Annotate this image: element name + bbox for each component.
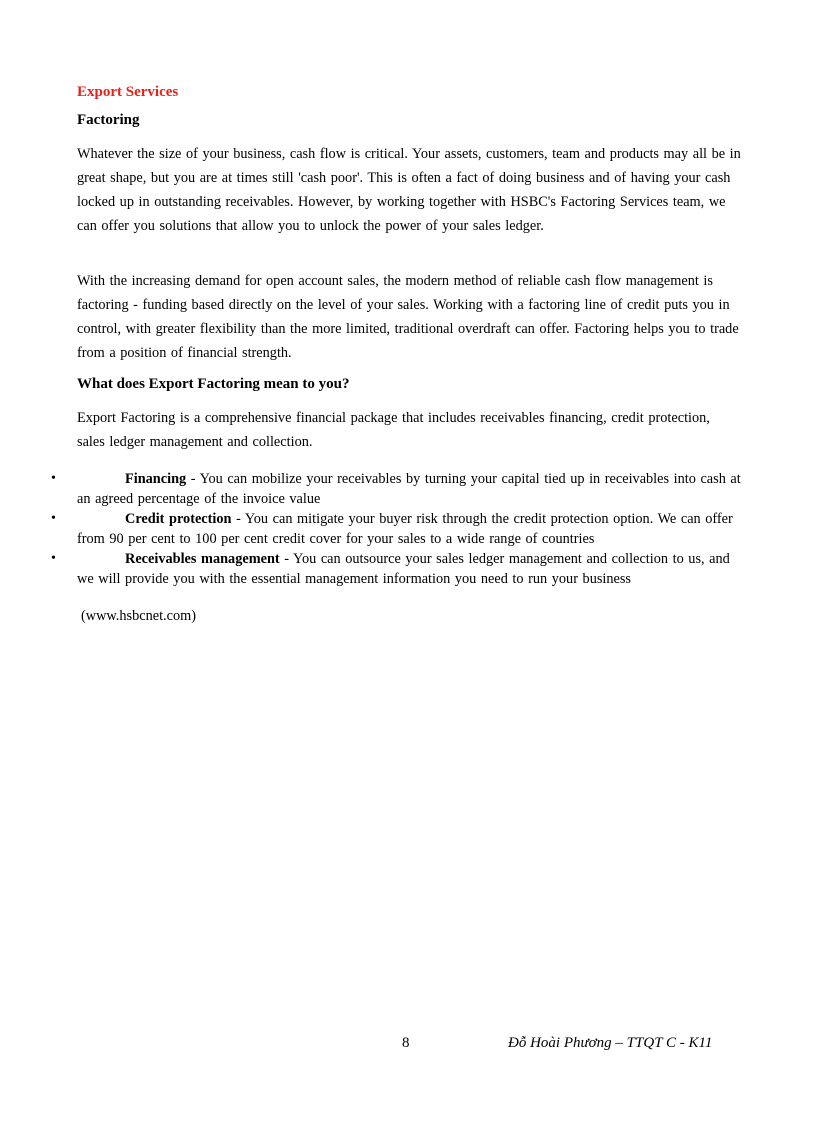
bullet-term: Financing: [125, 471, 187, 487]
bullet-icon: •: [51, 511, 56, 526]
paragraph-factoring-method: With the increasing demand for open account sales, the modern method of reliable cash flow management is factoring - funding based directly on the level of your sales. Working with a factoring line of credit puts you in control, with greater flexibility than the more limited, traditional overdraft can offer. Factoring helps you to trade from a position of financial strength.: [77, 273, 739, 361]
bullet-text: - You can mobilize your receivables by turning your capital tied up in receivables into cash at an agreed percentage of the invoice value: [77, 471, 741, 507]
footer-author: Đỗ Hoài Phương – TTQT C - K11: [508, 1035, 713, 1051]
bullet-term: Credit protection: [125, 511, 232, 527]
benefits-list: [0, 469, 816, 589]
question-heading: What does Export Factoring mean to you?: [77, 376, 350, 392]
page-number: 8: [402, 1035, 410, 1051]
section-title: Export Services: [77, 84, 179, 100]
factoring-heading: Factoring: [77, 112, 140, 128]
list-item-receivables-management: [0, 549, 743, 589]
bullet-icon: •: [51, 551, 56, 566]
bullet-term: Receivables management: [125, 551, 280, 567]
source-link-text: (www.hsbcnet.com): [81, 608, 197, 624]
paragraph-cash-flow: Whatever the size of your business, cash flow is critical. Your assets, customers, team and products may all be in great shape, but you are at times still 'cash poor'. This is often a fact of doing business and of having your cash locked up in outstanding receivables. However, by working together with HSBC's Factoring Services team, we can offer you solutions that allow you to unlock the power of your sales ledger.: [77, 146, 741, 234]
list-item-financing: [0, 469, 743, 509]
list-item-credit-protection: [0, 509, 743, 549]
paragraph-export-factoring: Export Factoring is a comprehensive financial package that includes receivables financing, credit protection, sales ledger management and collection.: [77, 410, 710, 450]
bullet-text: - You can outsource your sales ledger management and collection to us, and we will provide you with the essential management information you need to run your business: [77, 551, 730, 587]
bullet-text: - You can mitigate your buyer risk through the credit protection option. We can offer from 90 per cent to 100 per cent credit cover for your sales to a wide range of countries: [77, 511, 733, 547]
bullet-icon: •: [51, 471, 56, 486]
